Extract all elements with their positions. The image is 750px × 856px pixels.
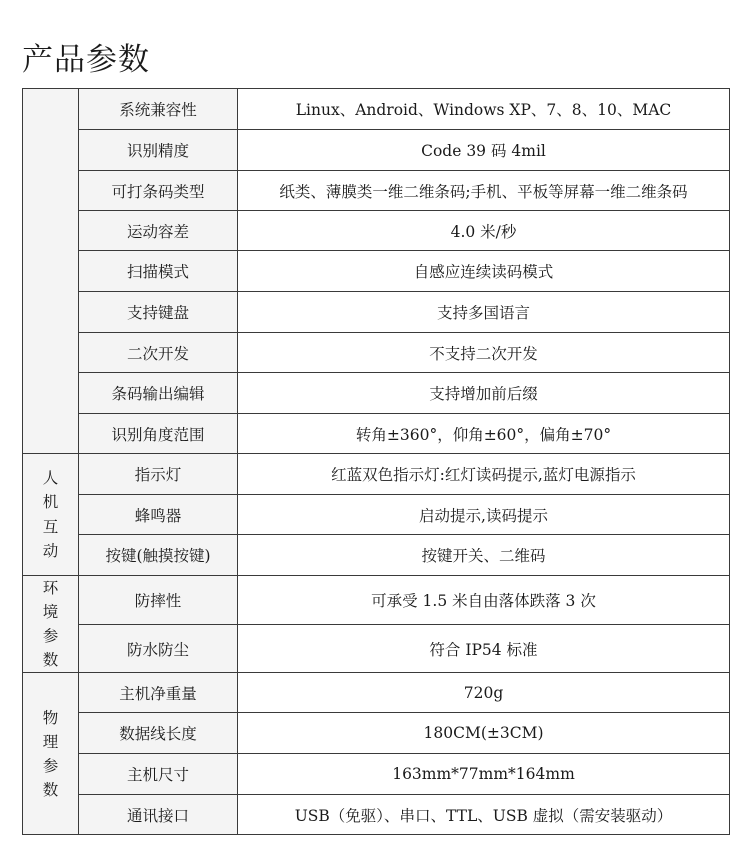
row-label: 防水防尘 <box>79 625 238 673</box>
table-row <box>23 373 730 414</box>
row-value: 支持增加前后缀 <box>238 373 730 414</box>
row-label: 蜂鸣器 <box>79 495 238 535</box>
table-row <box>23 754 730 795</box>
group-label: 环境参数 <box>42 579 59 670</box>
table-row <box>23 576 730 625</box>
row-value: 自感应连续读码模式 <box>238 251 730 292</box>
row-label: 支持键盘 <box>79 292 238 333</box>
row-value: Code 39 码 4mil <box>238 130 730 171</box>
table-row <box>23 89 730 130</box>
table-row <box>23 211 730 251</box>
row-label: 防摔性 <box>79 576 238 625</box>
row-value: 按键开关、二维码 <box>238 535 730 576</box>
row-value: 符合 IP54 标准 <box>238 625 730 673</box>
row-label: 通讯接口 <box>79 795 238 835</box>
row-label: 主机尺寸 <box>79 754 238 795</box>
table-row <box>23 713 730 754</box>
group-label: 人机互动 <box>42 469 59 560</box>
group-cell-interaction <box>23 454 79 576</box>
row-label: 运动容差 <box>79 211 238 251</box>
row-value: 720g <box>238 673 730 713</box>
row-value: 180CM(±3CM) <box>238 713 730 754</box>
table-row <box>23 673 730 713</box>
table-row <box>23 292 730 333</box>
table-row <box>23 171 730 211</box>
row-value: USB（免驱）、串口、TTL、USB 虚拟（需安装驱动） <box>238 795 730 835</box>
row-value: 163mm*77mm*164mm <box>238 754 730 795</box>
row-label: 识别精度 <box>79 130 238 171</box>
row-value: 4.0 米/秒 <box>238 211 730 251</box>
row-label: 扫描模式 <box>79 251 238 292</box>
row-label: 指示灯 <box>79 454 238 495</box>
table-row <box>23 535 730 576</box>
row-label: 二次开发 <box>79 333 238 373</box>
table-row <box>23 795 730 835</box>
table-row <box>23 130 730 171</box>
row-label: 可打条码类型 <box>79 171 238 211</box>
page-title: 产品参数 <box>22 42 150 78</box>
row-value: 启动提示,读码提示 <box>238 495 730 535</box>
table-row <box>23 414 730 454</box>
table-row <box>23 625 730 673</box>
row-label: 系统兼容性 <box>79 89 238 130</box>
group-cell-physical <box>23 673 79 835</box>
table-row <box>23 333 730 373</box>
row-value: 纸类、薄膜类一维二维条码;手机、平板等屏幕一维二维条码 <box>238 171 730 211</box>
group-label: 物理参数 <box>42 708 59 799</box>
row-label: 主机净重量 <box>79 673 238 713</box>
row-value: Linux、Android、Windows XP、7、8、10、MAC <box>238 89 730 130</box>
row-value: 不支持二次开发 <box>238 333 730 373</box>
row-label: 按键(触摸按键) <box>79 535 238 576</box>
group-cell-environment <box>23 576 79 673</box>
row-value: 支持多国语言 <box>238 292 730 333</box>
row-label: 识别角度范围 <box>79 414 238 454</box>
spec-table <box>22 88 730 835</box>
group-cell-general <box>23 89 79 454</box>
row-value: 可承受 1.5 米自由落体跌落 3 次 <box>238 576 730 625</box>
row-label: 条码输出编辑 <box>79 373 238 414</box>
table-row <box>23 454 730 495</box>
table-row <box>23 495 730 535</box>
row-label: 数据线长度 <box>79 713 238 754</box>
row-value: 转角±360°，仰角±60°，偏角±70° <box>238 414 730 454</box>
table-row <box>23 251 730 292</box>
row-value: 红蓝双色指示灯:红灯读码提示,蓝灯电源指示 <box>238 454 730 495</box>
